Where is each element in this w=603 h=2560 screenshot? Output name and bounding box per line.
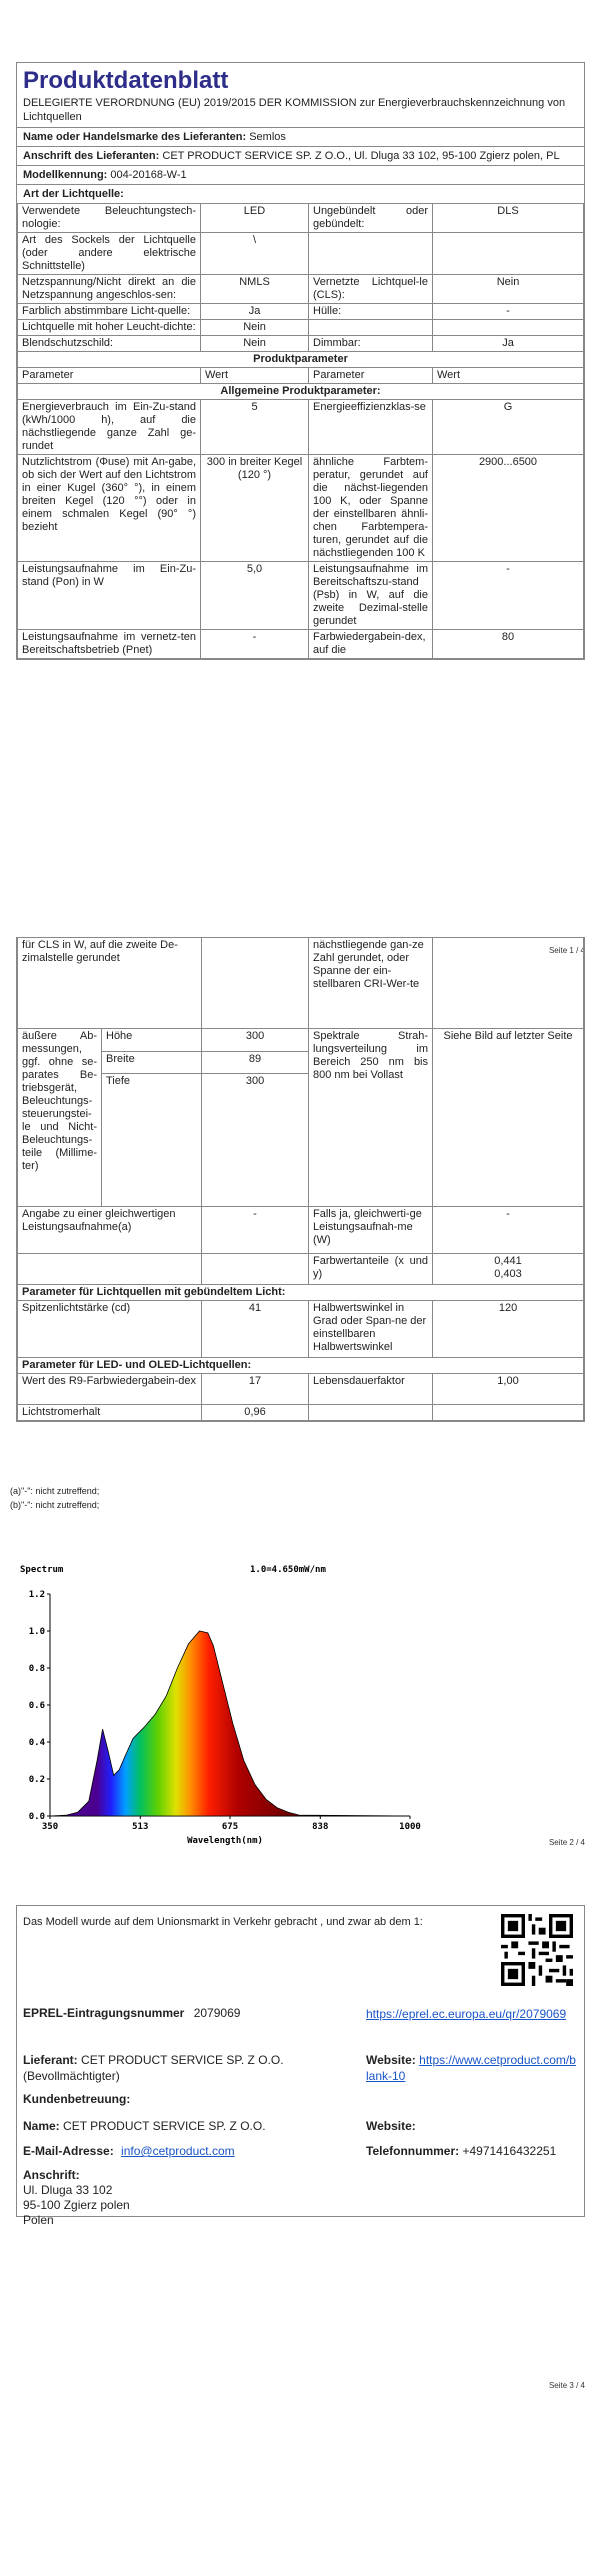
param-cell-l: Nutzlichtstrom (Φuse) mit An-gabe, ob sich der Wert auf den Lichtstrom in einer Kugel (360° °), in einem breiten Kegel (120 °°) oder in einem schmalen Kegel (90° °) bezieht — [18, 455, 201, 562]
continued-right: nächstliegende gan-ze Zahl gerundet, oder Spanne der ein-stellbaren CRI-Wer-te — [309, 938, 433, 1029]
allgemeine-row — [18, 384, 584, 400]
type-row — [18, 233, 584, 275]
chroma-x: 0,441 — [494, 1255, 522, 1267]
type-cell-lv: LED — [201, 204, 309, 233]
col-wert: Wert — [201, 368, 309, 384]
type-cell-rv — [433, 233, 584, 275]
address-label: Anschrift des Lieferanten: — [23, 150, 160, 162]
continued-left: für CLS in W, auf die zweite De-zimalstelle gerundet — [18, 938, 202, 1029]
param-row — [18, 562, 584, 630]
param-row — [18, 455, 584, 562]
r9-row — [18, 1374, 584, 1405]
website-row — [366, 2052, 578, 2084]
email-link[interactable]: info@cetproduct.com — [121, 2144, 235, 2158]
anschrift-label: Anschrift: — [23, 2168, 80, 2182]
dim-value-2: 300 — [202, 1074, 309, 1207]
led-header-row — [18, 1358, 584, 1374]
anschrift-line-1: Ul. Dluga 33 102 — [23, 2183, 113, 2197]
anschrift-line-2: 95-100 Zgierz polen — [23, 2198, 130, 2212]
type-cell-r: Vernetzte Lichtquel-le (CLS): — [309, 275, 433, 304]
type-cell-r: Dimmbar: — [309, 336, 433, 352]
type-cell-lv: \ — [201, 233, 309, 275]
type-cell-l: Art des Sockels der Lichtquelle (oder andere elektrische Schnittstelle) — [18, 233, 201, 275]
eprel-value: 2079069 — [193, 2006, 241, 2020]
x-tick-label: 350 — [41, 1822, 59, 1832]
spectral-label: Spektrale Strah-lungsverteilung im Bereich 250 nm bis 800 nm bei Vollast — [309, 1029, 433, 1207]
spectrum-area — [50, 1631, 410, 1816]
type-cell-lv: Nein — [201, 336, 309, 352]
col-wert-2: Wert — [433, 368, 584, 384]
led-header: Parameter für LED- und OLED-Lichtquellen: — [18, 1358, 584, 1374]
type-table — [17, 203, 584, 659]
param-cell-lv: - — [201, 630, 309, 659]
type-row — [18, 320, 584, 336]
dims-row-1 — [18, 1029, 584, 1052]
life-label: Lebensdauerfaktor — [309, 1374, 433, 1405]
param-cell-r: Farbwiedergabein-dex, auf die — [309, 630, 433, 659]
website2-label: Website: — [366, 2119, 416, 2133]
param-cell-r: Energieeffizienzklas-se — [309, 400, 433, 455]
y-tick-label: 1.0 — [28, 1627, 45, 1637]
type-cell-r: Ungebündelt oder gebündelt: — [309, 204, 433, 233]
kunden-label: Kundenbetreuung: — [23, 2092, 131, 2106]
type-cell-l: Farblich abstimmbare Licht-quelle: — [18, 304, 201, 320]
model-label: Modellkennung: — [23, 169, 108, 181]
type-cell-rv: - — [433, 304, 584, 320]
y-tick-label: 0.2 — [28, 1775, 45, 1785]
email-label: E-Mail-Adresse: — [23, 2144, 114, 2158]
type-cell-r — [309, 233, 433, 275]
chroma-row — [18, 1254, 584, 1285]
dim-value-1: 89 — [202, 1051, 309, 1074]
equiv-row — [18, 1207, 584, 1254]
dim-name-2: Tiefe — [102, 1074, 202, 1207]
qr-code-icon[interactable] — [501, 1914, 573, 1986]
r9-value: 17 — [202, 1374, 309, 1405]
type-row — [18, 204, 584, 233]
r9-label: Wert des R9-Farbwiedergabein-dex — [18, 1374, 202, 1405]
col-parameter-2: Parameter — [309, 368, 433, 384]
y-tick-label: 1.2 — [28, 1590, 45, 1600]
x-tick-label: 513 — [132, 1822, 149, 1832]
type-cell-lv: Ja — [201, 304, 309, 320]
y-tick-label: 0.8 — [28, 1664, 45, 1674]
type-cell-r — [309, 320, 433, 336]
allgemeine-heading: Allgemeine Produktparameter: — [18, 384, 584, 400]
address-row — [17, 146, 584, 165]
type-cell-rv: Nein — [433, 275, 584, 304]
type-cell-rv — [433, 320, 584, 336]
equiv-right-value: - — [433, 1207, 584, 1254]
param-cell-lv: 5 — [201, 400, 309, 455]
chart-title: Spectrum — [20, 1565, 64, 1575]
eprel-label: EPREL-Eintragungsnummer — [23, 2006, 185, 2020]
chart-xlabel: Wavelength(nm) — [187, 1836, 263, 1846]
supplier-name-label: Name oder Handelsmarke des Lieferanten: — [23, 131, 247, 143]
type-cell-l: Blendschutzschild: — [18, 336, 201, 352]
model-row — [17, 165, 584, 184]
spectral-value: Siehe Bild auf letzter Seite — [433, 1029, 584, 1207]
website-link[interactable]: https://www.cetproduct.com/blank-10 — [366, 2053, 576, 2083]
param-cell-l: Energieverbrauch im Ein-Zu-stand (kWh/1000 h), auf die nächstliegende ganze Zahl ge-rundet — [18, 400, 201, 455]
param-cell-lv: 300 in breiter Kegel (120 °) — [201, 455, 309, 562]
type-cell-rv: Ja — [433, 336, 584, 352]
x-tick-label: 838 — [312, 1822, 329, 1832]
type-label: Art der Lichtquelle: — [17, 184, 584, 203]
type-cell-r: Hülle: — [309, 304, 433, 320]
tel-value: +4971416432251 — [462, 2144, 557, 2158]
spitzen-value: 41 — [202, 1301, 309, 1358]
produktparameter-heading: Produktparameter — [18, 352, 584, 368]
tel-label: Telefonnummer: — [366, 2144, 460, 2158]
param-cell-r: Leistungsaufnahme im Bereitschaftszu-stand (Psb) in W, auf die zweite Dezimal-stelle gerundet — [309, 562, 433, 630]
tel-row — [366, 2144, 556, 2158]
regulation-text: DELEGIERTE VERORDNUNG (EU) 2019/2015 DER KOMMISSION zur Energieverbrauchskennzeichnung von Lichtquellen — [23, 97, 566, 123]
param-row — [18, 400, 584, 455]
param-row — [18, 630, 584, 659]
equiv-value: - — [202, 1207, 309, 1254]
chart-annotation: 1.0=4.650mW/nm — [250, 1565, 326, 1575]
x-tick-label: 1000 — [399, 1822, 421, 1832]
lumen-value: 0,96 — [202, 1405, 309, 1421]
param-cell-rv: 2900...6500 — [433, 455, 584, 562]
market-text: Das Modell wurde auf dem Unionsmarkt in Verkehr gebracht , und zwar ab dem 1: — [23, 1916, 423, 1928]
name-value: CET PRODUCT SERVICE SP. Z O.O. — [63, 2119, 266, 2133]
spitzen-label: Spitzenlichtstärke (cd) — [18, 1301, 202, 1358]
datasheet-page-1 — [16, 62, 585, 660]
footnote-b: (b)"-": nicht zutreffend; — [10, 1500, 100, 1510]
gebuendelt-header-row — [18, 1285, 584, 1301]
y-tick-label: 0.0 — [28, 1812, 45, 1822]
type-cell-rv: DLS — [433, 204, 584, 233]
type-cell-l: Verwendete Beleuchtungstech-nologie: — [18, 204, 201, 233]
param-cell-l: Leistungsaufnahme im Ein-Zu-stand (Pon) in W — [18, 562, 201, 630]
halbwert-label: Halbwertswinkel in Grad oder Span-ne der einstellbaren Halbwertswinkel — [309, 1301, 433, 1358]
type-cell-lv: NMLS — [201, 275, 309, 304]
dim-name-1: Breite — [102, 1051, 202, 1074]
equiv-right-label: Falls ja, gleichwerti-ge Leistungsaufnah-me (W) — [309, 1207, 433, 1254]
type-cell-l: Lichtquelle mit hoher Leucht-dichte: — [18, 320, 201, 336]
anschrift-block — [23, 2168, 130, 2228]
dims-label: äußere Ab-messungen, ggf. ohne se-parates Be-triebsgerät, Beleuchtungs-steuerungstei-le und Nicht-Beleuchtungs-teile (Millime-ter) — [18, 1029, 102, 1207]
equiv-label: Angabe zu einer gleichwertigen Leistungsaufnahme(a) — [18, 1207, 202, 1254]
y-tick-label: 0.6 — [28, 1701, 45, 1711]
life-value: 1,00 — [433, 1374, 584, 1405]
chroma-values — [433, 1254, 584, 1285]
supplier-name: Semlos — [249, 131, 286, 143]
type-row — [18, 275, 584, 304]
col-parameter: Parameter — [18, 368, 201, 384]
email-row — [23, 2144, 235, 2158]
eprel-row — [23, 2006, 240, 2020]
datasheet-page-2 — [16, 937, 585, 1422]
chroma-label: Farbwertanteile (x und y) — [309, 1254, 433, 1285]
produktparameter-row — [18, 352, 584, 368]
type-row — [18, 304, 584, 320]
param-cell-rv: G — [433, 400, 584, 455]
type-row — [18, 336, 584, 352]
footnotes — [10, 1484, 99, 1512]
param-cell-lv: 5,0 — [201, 562, 309, 630]
datasheet-page-3 — [16, 1905, 585, 2227]
param-cell-r: ähnliche Farbtem-peratur, gerundet auf die nächst-liegenden 100 K, oder Spanne der einstellbaren ähnli-chen Farbtempera-turen, gerundet auf die nächstliegenden 100 K — [309, 455, 433, 562]
lumen-label: Lichtstromerhalt — [18, 1405, 202, 1421]
dim-name-0: Höhe — [102, 1029, 202, 1052]
halbwert-value: 120 — [433, 1301, 584, 1358]
x-tick-label: 675 — [221, 1822, 239, 1832]
param-cell-l: Leistungsaufnahme im vernetz-ten Bereitschaftsbetrieb (Pnet) — [18, 630, 201, 659]
page-number-2: Seite 2 / 4 — [548, 1838, 585, 1847]
anschrift-line-3: Polen — [23, 2213, 54, 2227]
spectrum-chart — [10, 1558, 430, 1848]
lieferant-row — [23, 2052, 363, 2084]
type-cell-lv: Nein — [201, 320, 309, 336]
website-label: Website: — [366, 2053, 416, 2067]
header-row — [18, 368, 584, 384]
gebuendelt-header: Parameter für Lichtquellen mit gebündeltem Licht: — [18, 1285, 584, 1301]
name-label: Name: — [23, 2119, 60, 2133]
address-value: CET PRODUCT SERVICE SP. Z O.O., Ul. Dluga 33 102, 95-100 Zgierz polen, PL — [162, 150, 560, 162]
page-number-1: Seite 1 / 4 — [548, 946, 585, 955]
continued-row — [18, 938, 584, 1029]
lieferant-label: Lieferant: — [23, 2053, 78, 2067]
param-cell-rv: - — [433, 562, 584, 630]
spitzen-row — [18, 1301, 584, 1358]
eprel-link[interactable]: https://eprel.ec.europa.eu/qr/2079069 — [366, 2007, 567, 2021]
type-cell-l: Netzspannung/Nicht direkt an die Netzspannung angeschlos-sen: — [18, 275, 201, 304]
name-row — [23, 2119, 266, 2133]
page2-table — [17, 937, 584, 1421]
param-cell-rv: 80 — [433, 630, 584, 659]
chroma-y: 0,403 — [494, 1268, 522, 1280]
supplier-name-row — [17, 127, 584, 146]
y-tick-label: 0.4 — [28, 1738, 45, 1748]
lumen-row — [18, 1405, 584, 1421]
page-number-3: Seite 3 / 4 — [548, 2381, 585, 2390]
page-title: Produktdatenblatt — [23, 67, 229, 94]
lieferant-value: CET PRODUCT SERVICE SP. Z O.O. (Bevollmächtigter) — [23, 2053, 284, 2083]
footnote-a: (a)"-": nicht zutreffend; — [10, 1486, 100, 1496]
dim-value-0: 300 — [202, 1029, 309, 1052]
model-value: 004-20168-W-1 — [110, 169, 187, 181]
